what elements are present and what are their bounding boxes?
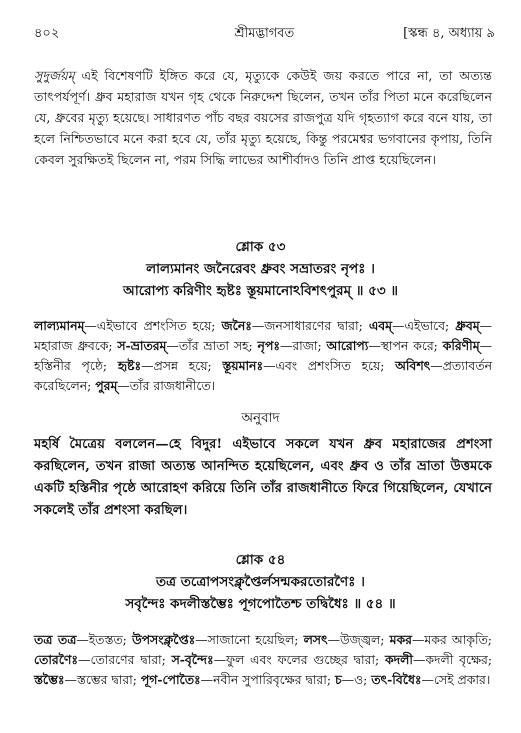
synonym-meaning: —ফুল এবং ফলের গুচ্ছের দ্বারা; <box>213 652 385 667</box>
synonym-term: তৎ-বিধৈঃ <box>371 672 422 687</box>
synonym-term: উপসংক্লৃপ্তৈঃ <box>131 632 196 647</box>
synonym-term: লাল্যমানম্ <box>34 318 85 333</box>
synonym-term: নৃপঃ <box>257 338 280 353</box>
synonym-meaning: —এইভাবে প্রশংসিত হয়ে; <box>84 318 222 333</box>
verse-54-line-1: তত্র তত্রোপসংক্লৃপ্তৈর্লসন্মকরতোরণৈঃ । <box>156 574 365 590</box>
synonym-meaning: —স্থাপন করে; <box>368 338 443 353</box>
synonym-term: স-ভ্রাতরম্ <box>117 338 167 353</box>
synonym-meaning: —স্তম্ভের দ্বারা; <box>64 672 141 687</box>
synonym-meaning: —তোরণের দ্বারা; <box>78 652 172 667</box>
verse-53-number: শ্লোক ৫৩ <box>235 239 286 255</box>
synonym-term: আরোপ্য <box>326 338 369 353</box>
verse-53-synonyms <box>34 316 492 396</box>
synonym-meaning: —হস্তিনীর পৃষ্ঠে; <box>34 338 492 373</box>
synonym-term: হৃষ্টঃ <box>117 358 142 373</box>
verse-54-line-2: সবৃন্দৈঃ কদলীস্তম্ভৈঃ পূগপোতৈশ্চ তদ্বিধৈঃ ॥ ৫৪ ॥ <box>125 596 396 612</box>
synonym-term: পুরম্ <box>95 378 118 393</box>
synonym-meaning: —তাঁর ভ্রাতা সহ; <box>166 338 258 353</box>
synonym-term: অবিশৎ <box>395 358 431 373</box>
synonym-meaning: —কদলী বৃক্ষের; <box>412 652 492 667</box>
synonym-meaning: —ইতস্তত; <box>76 632 132 647</box>
verse-54-synonyms <box>34 630 492 690</box>
synonym-meaning: —প্রসন্ন হয়ে; <box>141 358 223 373</box>
synonym-meaning: —মকর আকৃতি; <box>411 632 492 647</box>
synonym-meaning: —তাঁর রাজধানীতে। <box>117 378 216 393</box>
synonym-term: পূগ-পোতৈঃ <box>140 672 201 687</box>
synonym-term: চ <box>334 672 342 687</box>
synonym-meaning: —প্রত্যাবর্তন করেছিলেন; <box>34 358 492 393</box>
synonym-term: কদলী <box>384 652 413 667</box>
synonym-term: তত্র তত্র <box>34 632 77 647</box>
translation-heading: অনুবাদ <box>241 410 280 426</box>
page-header <box>34 24 495 44</box>
synonym-meaning: —ও; <box>341 672 372 687</box>
verse-54-number: শ্লোক ৫৪ <box>235 552 286 568</box>
verse-53-line-2: আরোপ্য করিণীং হৃষ্টঃ স্তূয়মানোঽবিশৎপুরম্ ॥ ৫৩ ॥ <box>122 283 399 299</box>
synonym-term: ধ্রুবম্ <box>455 318 480 333</box>
synonym-meaning: —সাজানো হয়েছিল; <box>195 632 304 647</box>
chapter-reference: [স্কন্ধ ৪, অধ্যায় ৯ <box>403 26 495 41</box>
synonym-term: মকর <box>389 632 412 647</box>
synonym-term: স-বৃন্দৈঃ <box>171 652 214 667</box>
synonym-meaning: —মহারাজ ধ্রুবকে; <box>34 318 492 353</box>
synonym-meaning: —উজ্জ্বল; <box>327 632 390 647</box>
synonym-meaning: —জনসাধারণের দ্বারা; <box>251 318 369 333</box>
synonym-term: করিণীম্ <box>442 338 480 353</box>
synonym-term: এবম্ <box>368 318 393 333</box>
synonym-meaning: —এইভাবে; <box>392 318 456 333</box>
synonym-term: জনৈঃ <box>221 318 252 333</box>
synonym-meaning: —নবীন সুপারিবৃক্ষের দ্বারা; <box>200 672 335 687</box>
synonym-term: লসৎ <box>303 632 328 647</box>
verse-53-line-1: লাল্যমানং জনৈরেবং ধ্রুবং সভ্রাতরং নৃপঃ । <box>146 261 375 277</box>
synonym-term: স্তম্ভৈঃ <box>34 672 65 687</box>
book-title: শ্রীমদ্ভাগবত <box>234 26 295 41</box>
page-number: ৪০২ <box>34 26 60 41</box>
purport-term: সুদুর্জয়ম্ <box>34 68 75 83</box>
purport-paragraph <box>34 65 492 170</box>
synonym-meaning: —রাজা; <box>279 338 327 353</box>
purport-text: এই বিশেষণটি ইঙ্গিত করে যে, মৃত্যুকে কেউই জয় করতে পারে না, তা অত্যন্ত তাৎপর্যপূর্ণ। ধ্রুব মহারাজ যখন গৃহ থেকে নিরুদ্দেশ ছিলেন, তখন তাঁর পিতা মনে করেছিলেন যে, ধ্রুবের মৃত্যু হয়েছে। সাধারণত পাঁচ বছর বয়সের রাজপুত্র যদি গৃহত্যাগ করে বনে যায়, তা হলে নিশ্চিতভাবে মনে করা হবে যে, তাঁর মৃত্যু হয়েছে, কিন্তু পরমেশ্বর ভগবানের কৃপায়, তিনি কেবল সুরক্ষিতই ছিলেন না, পরম সিদ্ধি লাভের আশীর্বাদও তিনি প্রাপ্ত হয়েছিলেন। <box>34 68 492 167</box>
verse-53-translation: মহর্ষি মৈত্রেয় বললেন—হে বিদুর! এইভাবে সকলে যখন ধ্রুব মহারাজের প্রশংসা করছিলেন, তখন রাজা অত্যন্ত আনন্দিত হয়েছিলেন, এবং ধ্রুব ও তাঁর ভ্রাতা উত্তমকে একটি হস্তিনীর পৃষ্ঠে আরোহণ করিয়ে তিনি তাঁর রাজধানীতে ফিরে গিয়েছিলেন, যেখানে সকলেই তাঁর প্রশংসা করছিল। <box>34 437 492 518</box>
synonym-term: স্তূয়মানঃ <box>222 358 264 373</box>
synonym-term: তোরণৈঃ <box>34 652 79 667</box>
synonym-meaning: —এবং প্রশংসিত হয়ে; <box>263 358 396 373</box>
synonym-meaning: —সেই প্রকার। <box>421 672 491 687</box>
